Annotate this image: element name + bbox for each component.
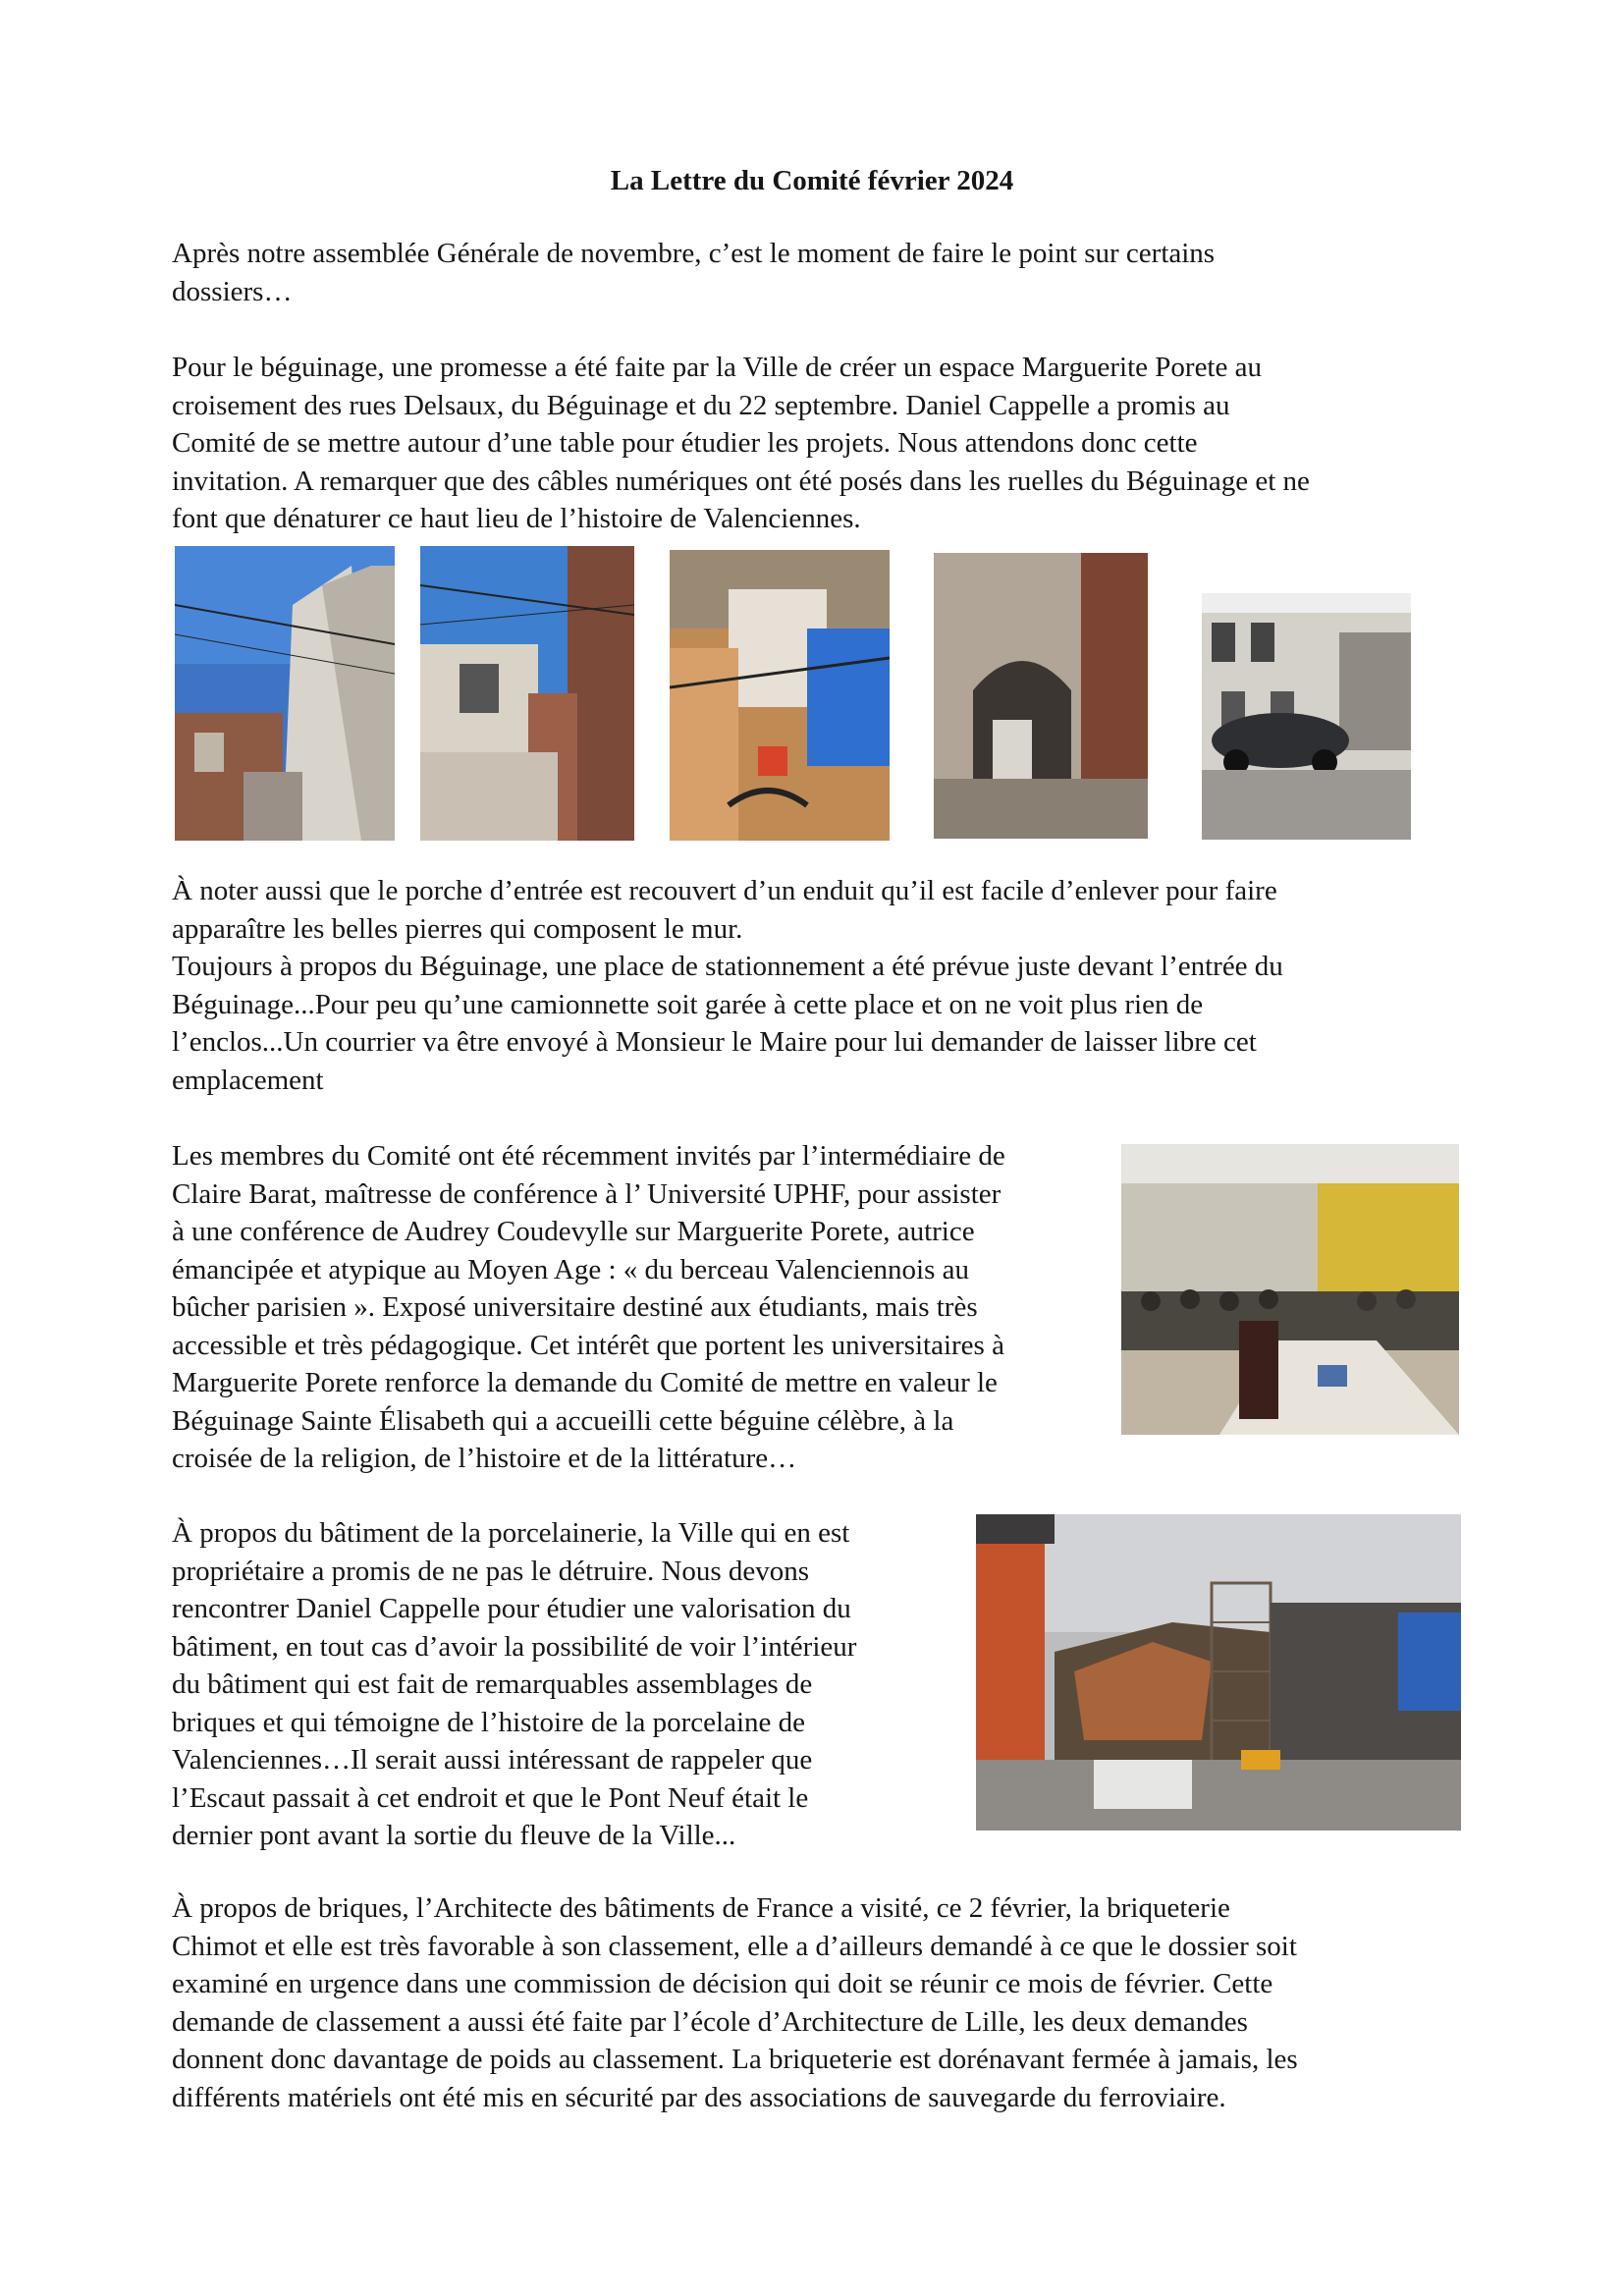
text-line: emplacement [172,1064,324,1096]
text-line: À noter aussi que le porche d’entrée est recouvert d’un enduit qu’il est facile d’enlever pour faire [172,875,1277,906]
text-line: apparaître les belles pierres qui composent le mur. [172,912,743,945]
porcelainerie-paragraph [172,1514,977,1855]
text-line: l’enclos...Un courrier va être envoyé à Monsieur le Maire pour lui demander de laisser libre cet [172,1026,1257,1058]
text-line: Valenciennes…Il serait aussi intéressant de rappeler que [172,1744,813,1776]
text-line: briques et qui témoigne de l’histoire de la porcelaine de [172,1706,806,1738]
text-line: Chimot et elle est très favorable à son classement, elle a d’ailleurs demandé à ce que le dossier soit [172,1930,1297,1962]
conference-photo [1121,1144,1459,1435]
text-line: À propos du bâtiment de la porcelainerie, la Ville qui en est [172,1517,850,1549]
text-line: à une conférence de Audrey Coudevylle sur Marguerite Porete, autrice [172,1216,975,1247]
beguinage-photo-1 [175,546,395,841]
beguinage-photo-3 [670,550,890,841]
text-line: l’Escaut passait à cet endroit et que le Pont Neuf était le [172,1781,809,1814]
text-line: émancipée et atypique au Moyen Age : « du berceau Valenciennois au [172,1253,969,1285]
text-line: examiné en urgence dans une commission de décision qui doit se réunir ce mois de février. Cette [172,1968,1273,1999]
text-line: différents matériels ont été mis en sécurité par des associations de sauvegarde du ferroviaire. [172,2081,1226,2113]
text-line: Marguerite Porete renforce la demande du Comité de mettre en valeur le [172,1367,998,1398]
intro-paragraph [172,235,1458,310]
beguinage-photo-4 [934,553,1148,839]
text-line: accessible et très pédagogique. Cet intérêt que portent les universitaires à [172,1329,1004,1361]
text-line: Claire Barat, maîtresse de conférence à l’ Université UPHF, pour assister [172,1177,1001,1210]
text-line: propriétaire a promis de ne pas le détruire. Nous devons [172,1555,810,1587]
text-line: rencontrer Daniel Cappelle pour étudier une valorisation du [172,1593,851,1624]
text-line: dernier pont avant la sortie du fleuve de la Ville... [172,1820,736,1851]
beguinage-paragraph [172,349,1458,538]
text-line: du bâtiment qui est fait de remarquables assemblages de [172,1668,813,1700]
porcelainerie-photo [976,1514,1461,1831]
text-line: À propos de briques, l’Architecte des bâtiments de France a visité, ce 2 février, la briqueterie [172,1892,1230,1924]
text-line: croisée de la religion, de l’histoire et de la littérature… [172,1443,797,1474]
text-line: Les membres du Comité ont été récemment invités par l’intermédiaire de [172,1140,1005,1172]
text-line: Pour le béguinage, une promesse a été faite par la Ville de créer un espace Marguerite Porete au [172,352,1262,383]
text-line: bâtiment, en tout cas d’avoir la possibilité de voir l’intérieur [172,1630,857,1663]
text-line: Béguinage...Pour peu qu’une camionnette soit garée à cette place et on ne voit plus rien de [172,988,1204,1020]
briques-paragraph [172,1889,1458,2116]
text-line: font que dénaturer ce haut lieu de l’histoire de Valenciennes. [172,503,861,534]
text-line: Comité de se mettre autour d’une table pour étudier les projets. Nous attendons donc cette [172,427,1198,459]
text-line: dossiers… [172,275,293,307]
beguinage-photo-2 [420,546,634,841]
beguinage-photo-5 [1202,593,1411,840]
text-line: Toujours à propos du Béguinage, une place de stationnement a été prévue juste devant l’entrée du [172,951,1283,982]
conference-paragraph [172,1137,1124,1478]
letter-title: La Lettre du Comité février 2024 [610,165,1014,196]
text-line: donnent donc davantage de poids au classement. La briqueterie est dorénavant fermée à jamais, les [172,2044,1298,2075]
text-line: demande de classement a aussi été faite par l’école d’Architecture de Lille, les deux demandes [172,2005,1248,2038]
porche-paragraph [172,872,1458,1099]
text-line: invitation. A remarquer que des câbles numériques ont été posés dans les ruelles du Béguinage et ne [172,465,1310,497]
text-line: croisement des rues Delsaux, du Béguinage et du 22 septembre. Daniel Cappelle a promis au [172,389,1230,421]
text-line: bûcher parisien ». Exposé universitaire destiné aux étudiants, mais très [172,1291,978,1323]
text-line: Béguinage Sainte Élisabeth qui a accueilli cette béguine célèbre, à la [172,1404,954,1437]
text-line: Après notre assemblée Générale de novembre, c’est le moment de faire le point sur certains [172,238,1216,269]
